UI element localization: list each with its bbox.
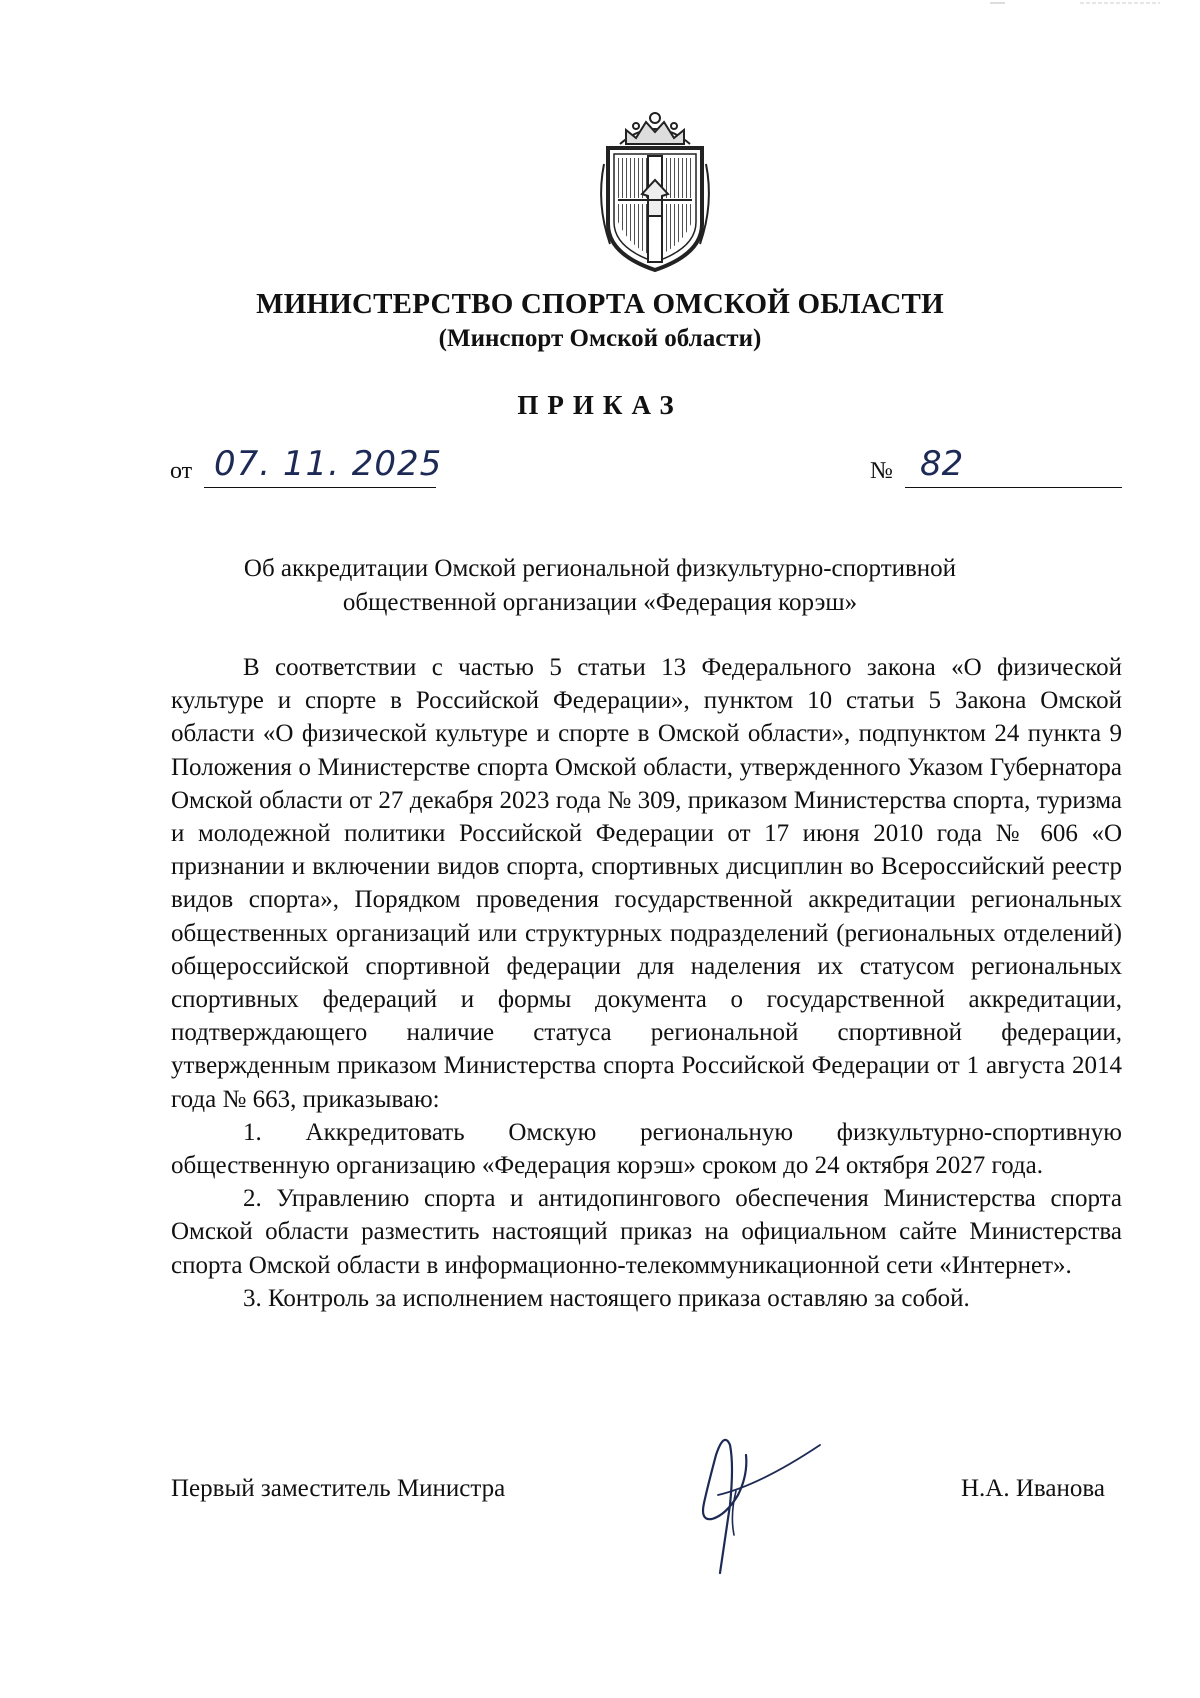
preamble-paragraph: В соответствии с частью 5 статьи 13 Федерального закона «О физической культуре и спорте в Российской Федерации», пунктом 10 статьи 5 Закона Омской области «О физической культуре и спорте в Омской области», подпунктом 24 пункта 9 Положения о Министерстве спорта Омской области, утвержденного Указом Губернатора Омской области от 27 декабря 2023 года № 309, приказом Министерства спорта, туризма и молодежной политики Российской Федерации от 17 июня 2010 года № 606 «О признании и включении видов спорта, спортивных дисциплин во Всероссийский реестр видов спорта», Порядком проведения государственной аккредитации региональных общественных организаций или структурных подразделений (региональных отделений) общероссийской спортивной федерации для наделения их статусом региональных спортивных федераций и формы документа о государственной аккредитации, подтверждающего наличие статуса региональной спортивной федерации, утвержденным приказом Министерства спорта Российской Федерации от 1 августа 2014 года № 663, приказываю: bbox=[171, 654, 1122, 1113]
order-item-1: 1. Аккредитовать Омскую региональную физкультурно-спортивную общественную организацию «Федерация корэш» сроком до 24 октября 2027 года. bbox=[171, 1118, 1122, 1180]
handwritten-date: 07. 11. 2025 bbox=[214, 444, 443, 484]
date-underline bbox=[204, 487, 436, 488]
signer-title: Первый заместитель Министра bbox=[171, 1475, 506, 1502]
ministry-short-name: (Минспорт Омской области) bbox=[438, 325, 762, 352]
document-type-title: ПРИКАЗ bbox=[517, 390, 683, 420]
document-body bbox=[171, 651, 1122, 1315]
subject-line-2: общественной организации «Федерация корэш» bbox=[342, 589, 858, 616]
number-underline bbox=[905, 487, 1122, 488]
signer-name: Н.А. Иванова bbox=[961, 1475, 1105, 1502]
handwritten-number: 82 bbox=[920, 444, 964, 484]
date-label: от bbox=[170, 458, 193, 484]
order-item-2: 2. Управлению спорта и антидопингового обеспечения Министерства спорта Омской области разместить настоящий приказ на официальном сайте Министерства спорта Омской области в информационно-телекоммуникационной сети «Интернет». bbox=[171, 1185, 1122, 1279]
document-subject bbox=[200, 552, 1000, 620]
ministry-name: МИНИСТЕРСТВО СПОРТА ОМСКОЙ ОБЛАСТИ bbox=[256, 288, 944, 320]
handwritten-signature bbox=[660, 1425, 830, 1575]
subject-line-1: Об аккредитации Омской региональной физкультурно-спортивной bbox=[243, 555, 957, 582]
omsk-region-coat-of-arms-icon bbox=[590, 104, 720, 276]
order-item-3: 3. Контроль за исполнением настоящего приказа оставляю за собой. bbox=[243, 1284, 970, 1312]
scan-artifact-mark bbox=[990, 0, 1160, 6]
number-label: № bbox=[870, 458, 893, 484]
